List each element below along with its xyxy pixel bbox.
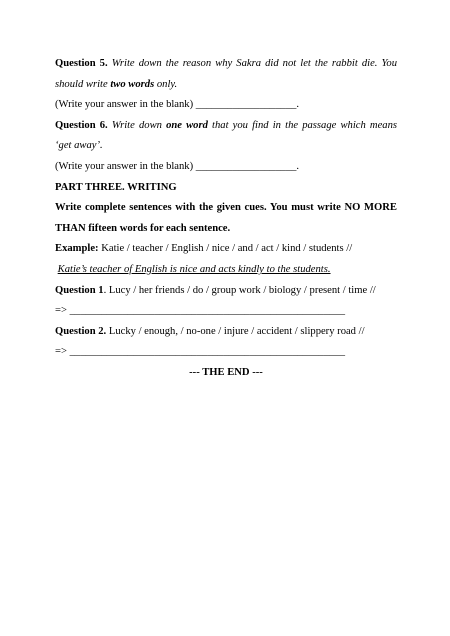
writing-question-1-label: Question 1 bbox=[55, 284, 104, 296]
question-6-label: Question 6. bbox=[55, 119, 108, 131]
question-5-line-2 bbox=[55, 75, 397, 96]
question-6-line-2 bbox=[55, 136, 397, 157]
example-answer-line bbox=[55, 260, 397, 281]
question-6-line-1 bbox=[55, 116, 397, 137]
question-5-text: Write down the reason why Sakra did not let the rabbit die. You bbox=[111, 58, 397, 69]
question-6-bold: one word bbox=[166, 119, 208, 131]
part-three-heading: PART THREE. WRITING bbox=[55, 181, 177, 193]
writing-question-1 bbox=[55, 281, 397, 302]
example-line bbox=[55, 239, 397, 260]
writing-question-2 bbox=[55, 322, 397, 343]
question-6-answer: (Write your answer in the blank) ___________________. bbox=[55, 160, 300, 172]
question-5-label: Question 5. bbox=[55, 58, 108, 69]
part-three-instruction-2: THAN fifteen words for each sentence. bbox=[55, 222, 231, 234]
writing-question-2-label: Question 2. bbox=[55, 325, 107, 337]
question-5-text-2a: should write bbox=[55, 78, 111, 90]
part-three-instruction-1: Write complete sentences with the given cues. You must write NO MORE bbox=[55, 202, 397, 214]
writing-question-1-cue: . Lucy / her friends / do / group work / biology / present / time // bbox=[103, 284, 376, 296]
question-5-text-2b: only. bbox=[154, 78, 178, 90]
example-cue: Katie / teacher / English / nice / and / act / kind / students // bbox=[98, 243, 353, 255]
question-5-line-1 bbox=[55, 54, 397, 75]
question-5-answer: (Write your answer in the blank) ___________________. bbox=[55, 99, 300, 111]
question-5-bold: two words bbox=[110, 78, 155, 90]
example-answer: Katie’s teacher of English is nice and acts kindly to the students. bbox=[57, 263, 331, 275]
question-6-text-1a: Write down bbox=[111, 119, 167, 131]
example-label: Example: bbox=[55, 243, 99, 255]
page-content bbox=[55, 54, 397, 384]
the-end: --- THE END --- bbox=[189, 366, 263, 378]
writing-question-2-answer: => ____________________________________________________ bbox=[55, 346, 346, 358]
question-6-text-2: ‘get away’. bbox=[55, 140, 103, 152]
writing-question-1-answer: => ____________________________________________________ bbox=[55, 305, 346, 317]
writing-question-2-cue: Lucky / enough, / no-one / injure / accident / slippery road // bbox=[106, 325, 365, 337]
question-6-text-1b: that you find in the passage which means bbox=[207, 119, 398, 131]
